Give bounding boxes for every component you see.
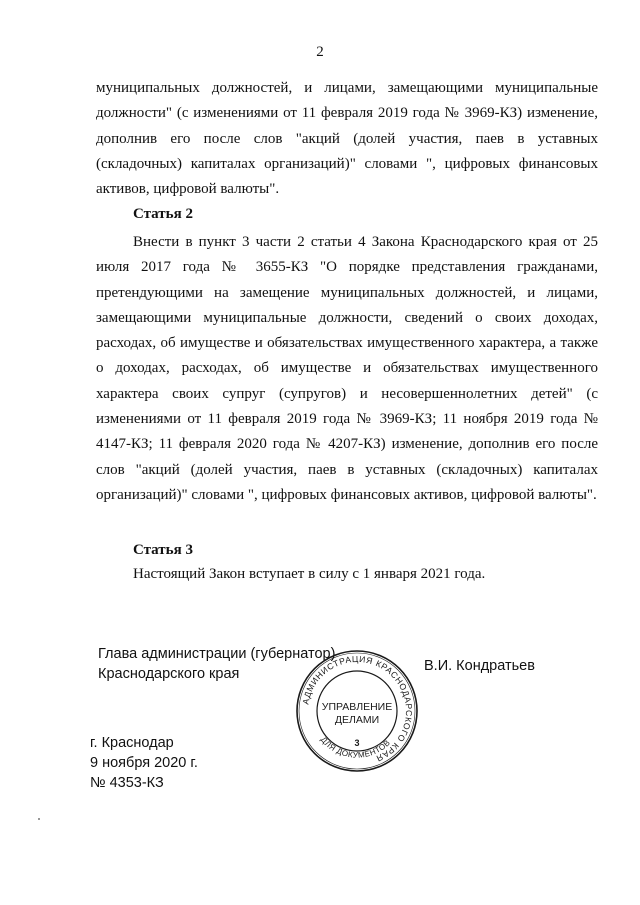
page-number: 2 (316, 44, 324, 60)
law-number: № 4353-КЗ (90, 775, 164, 791)
scan-speck (38, 818, 40, 820)
seal-ring-text: АДМИНИСТРАЦИЯ КРАСНОДАРСКОГО КРАЯ (300, 653, 415, 764)
date: 9 ноября 2020 г. (90, 755, 198, 771)
paragraph-text: муниципальных должностей, и лицами, замещающими муниципальные должности" (с изменениями от 11 февраля 2019 года № 3969-КЗ) изменение, дополнив его после слов "акций (долей участия, паев в уставных (складочных) капиталах организаций)" словами ", цифровых финансовых активов, цифровой валюты". (96, 80, 598, 198)
position-line-1: Глава администрации (губернатор) (98, 646, 336, 662)
seal-center-line-2: ДЕЛАМИ (334, 714, 380, 726)
seal-center-number: 3 (354, 738, 360, 748)
article-2-text: Внести в пункт 3 части 2 статьи 4 Закона Краснодарского края от 25 июля 2017 года № 3655-КЗ "О порядке представления гражданами, претендующими на замещение муниципальных должностей, и лицами, замещающими муниципальные должности, сведений о своих доходах, расходах, об имуществе и обязательствах имущественного характера, а также о доходах, расходах, об имуществе и обязательствах имущественного характера своих супруг (супругов) и несовершеннолетних детей" (с изменениями от 11 февраля 2019 года № 3969-КЗ; 11 ноября 2019 года № 4147-КЗ; 11 февраля 2020 года № 4207-КЗ) изменение, дополнив его после слов "акций (долей участия, паев в уставных (складочных) капиталах организаций)" словами ", цифровых финансовых активов, цифровой валюты". (96, 234, 598, 503)
article-3-text: Настоящий Закон вступает в силу с 1 января 2021 года. (133, 566, 486, 582)
city: г. Краснодар (90, 735, 174, 751)
article-3-heading: Статья 3 (133, 542, 193, 558)
signatory-name: В.И. Кондратьев (424, 658, 535, 674)
seal-bottom-text: ДЛЯ ДОКУМЕНТОВ (318, 735, 393, 760)
position-line-2: Краснодарского края (98, 666, 240, 682)
article-2-body (96, 230, 598, 508)
paragraph-continuation (96, 76, 598, 202)
place-and-date (90, 733, 198, 793)
official-seal (294, 648, 420, 774)
seal-center-line-1: УПРАВЛЕНИЕ (321, 701, 393, 713)
article-2-heading: Статья 2 (133, 206, 193, 222)
